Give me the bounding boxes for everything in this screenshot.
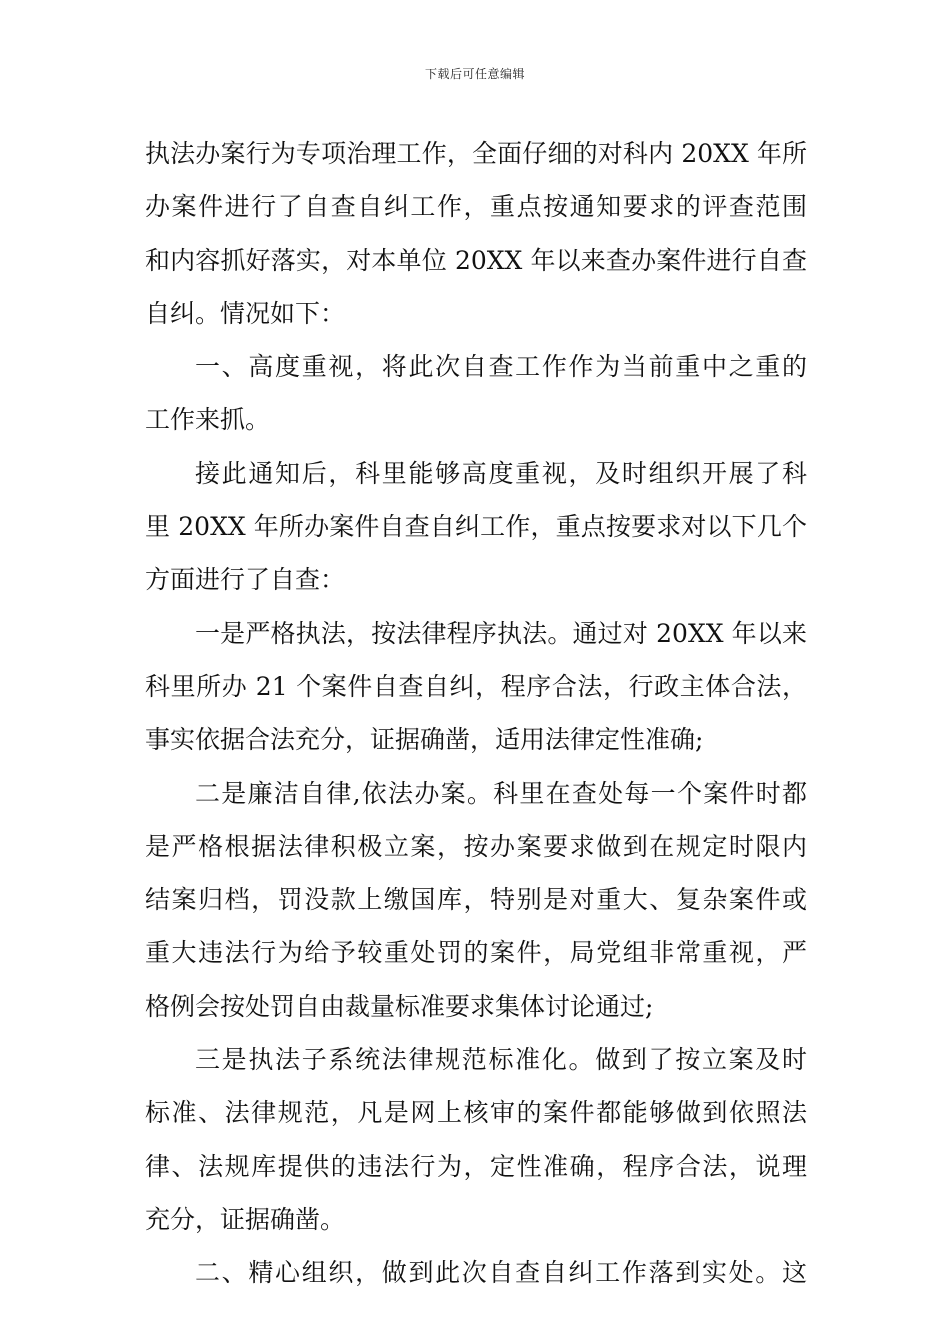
text-line: 办案件进行了自查自纠工作，重点按通知要求的评查范围 [145,192,807,222]
page-header: 下载后可任意编辑 [424,67,525,81]
text-line: 事实依据合法充分，证据确凿，适用法律定性准确; [145,725,704,755]
text-line: 是严格根据法律积极立案，按办案要求做到在规定时限内 [145,831,807,861]
text-line: 接此通知后，科里能够高度重视，及时组织开展了科 [195,458,807,488]
text-line: 充分，证据确凿。 [145,1204,346,1234]
text-line: 二是廉洁自律,依法办案。科里在查处每一个案件时都 [195,778,807,808]
text-line: 里 20XX 年所办案件自查自纠工作，重点按要求对以下几个 [145,512,807,542]
text-line: 工作来抓。 [145,405,271,435]
text-line: 自纠。情况如下： [145,298,346,328]
text-line: 律、法规库提供的违法行为，定性准确，程序合法，说理 [145,1151,807,1181]
text-line: 三是执法子系统法律规范标准化。做到了按立案及时 [195,1045,807,1075]
text-line: 执法办案行为专项治理工作，全面仔细的对科内 20XX 年所 [145,139,807,168]
text-line: 和内容抓好落实，对本单位 20XX 年以来查办案件进行自查 [145,245,807,275]
text-line: 结案归档，罚没款上缴国库，特别是对重大、复杂案件或 [145,885,807,915]
text-line: 一、高度重视，将此次自查工作作为当前重中之重的 [195,352,807,382]
text-line: 科里所办 21 个案件自查自纠，程序合法，行政主体合法， [145,671,807,701]
text-line: 格例会按处罚自由裁量标准要求集体讨论通过; [145,991,654,1021]
document-body [145,127,807,1300]
text-line: 二、精心组织，做到此次自查自纠工作落到实处。这 [195,1258,807,1288]
text-line: 方面进行了自查： [145,565,346,595]
text-line: 一是严格执法，按法律程序执法。通过对 20XX 年以来 [195,618,807,648]
text-line: 标准、法律规范，凡是网上核审的案件都能够做到依照法 [145,1098,807,1128]
text-line: 重大违法行为给予较重处罚的案件，局党组非常重视，严 [145,938,807,968]
